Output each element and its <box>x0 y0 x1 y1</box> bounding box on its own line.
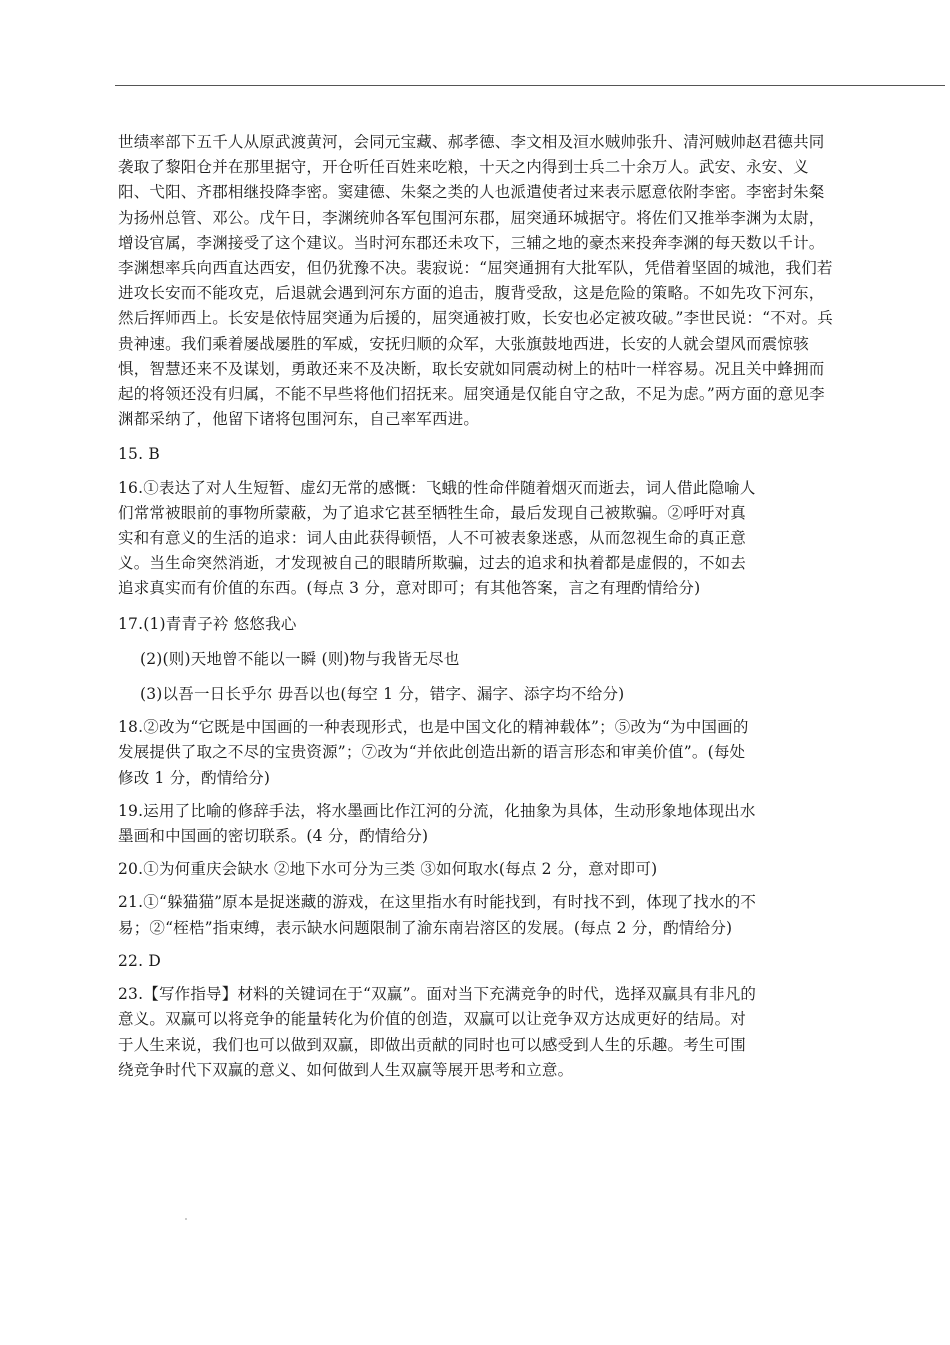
answer-22: 22. D <box>118 951 162 970</box>
answer-23: 23.【写作指导】材料的关键词在于“双赢”。面对当下充满竞争的时代，选择双赢具有非凡的意义。双赢可以将竞争的能量转化为价值的创造，双赢可以让竞争双方达成更好的结局。对于人生来说，我们也可以做到双赢，即做出贡献的同时也可以感受到人生的乐趣。考生可围绕竞争时代下双赢的意义、如何做到人生双赢等展开思考和立意。 <box>118 985 757 1079</box>
answer-17-2: (2)(则)天地曾不能以一瞬 (则)物与我皆无尽也 <box>140 649 460 668</box>
answer-20: 20.①为何重庆会缺水 ②地下水可分为三类 ③如何取水(每点 2 分，意对即可) <box>118 860 658 879</box>
scan-dot <box>185 1218 187 1220</box>
answer-16: 16.①表达了对人生短暂、虚幻无常的感慨：飞蛾的性命伴随着烟灭而逝去，词人借此隐喻人们常常被眼前的事物所蒙蔽，为了追求它甚至牺牲生命，最后发现自己被欺骗。②呼吁对真实和有意义的生活的追求：词人由此获得顿悟，人不可被表象迷惑，从而忽视生命的真正意义。当生命突然消逝，才发现被自己的眼睛所欺骗，过去的追求和执着都是虚假的，不如去追求真实而有价值的东西。(每点 3 分，意对即可；有其他答案，言之有理酌情给分) <box>118 478 756 598</box>
answer-content <box>118 130 833 1083</box>
answer-19: 19.运用了比喻的修辞手法，将水墨画比作江河的分流，化抽象为具体，生动形象地体现出水墨画和中国画的密切联系。(4 分，酌情给分) <box>118 801 756 846</box>
passage-translation: 世绩率部下五千人从原武渡黄河，会同元宝藏、郝孝德、李文相及洹水贼帅张升、清河贼帅赵君德共同袭取了黎阳仓并在那里据守，开仓听任百姓来吃粮，十天之内得到士兵二十余万人。武安、永安、义阳、弋阳、齐郡相继投降李密。窦建德、朱粲之类的人也派遣使者过来表示愿意依附李密。李密封朱粲为扬州总管、邓公。戊午日，李渊统帅各军包围河东郡，屈突通环城据守。将佐们又推举李渊为太尉，增设官属，李渊接受了这个建议。当时河东郡还未攻下，三辅之地的豪杰来投奔李渊的每天数以千计。李渊想率兵向西直达西安，但仍犹豫不决。裴寂说：“屈突通拥有大批军队，凭借着坚固的城池，我们若进攻长安而不能攻克，后退就会遇到河东方面的追击，腹背受敌，这是危险的策略。不如先攻下河东，然后挥师西上。长安是依恃屈突通为后援的，屈突通被打败，长安也必定被攻破。”李世民说：“不对。兵贵神速。我们乘着屡战屡胜的军威，安抚归顺的众军，大张旗鼓地西进，长安的人就会望风而震惊骇惧，智慧还来不及谋划，勇敢还来不及决断，取长安就如同震动树上的枯叶一样容易。况且关中蜂拥而起的将领还没有归属，不能不早些将他们招抚来。屈突通是仅能自守之敌，不足为虑。”两方面的意见李渊都采纳了，他留下诸将包围河东，自己率军西进。 <box>118 133 834 429</box>
answer-21: 21.①“躲猫猫”原本是捉迷藏的游戏，在这里指水有时能找到，有时找不到，体现了找水的不易；②“桎梏”指束缚，表示缺水问题限制了渝东南岩溶区的发展。(每点 2 分，酌情给分) <box>118 893 757 937</box>
answer-15: 15. B <box>118 445 160 464</box>
answer-18: 18.②改为“它既是中国画的一种表现形式，也是中国文化的精神载体”；⑤改为“为中国画的发展提供了取之不尽的宝贵资源”；⑦改为“并依此创造出新的语言形态和审美价值”。(每处修改 1 分，酌情给分) <box>118 718 749 787</box>
answer-17-3: (3)以吾一日长乎尔 毋吾以也(每空 1 分，错字、漏字、添字均不给分) <box>140 685 625 704</box>
header-rule <box>115 85 945 86</box>
answer-17-1: 17.(1)青青子衿 悠悠我心 <box>118 614 297 633</box>
